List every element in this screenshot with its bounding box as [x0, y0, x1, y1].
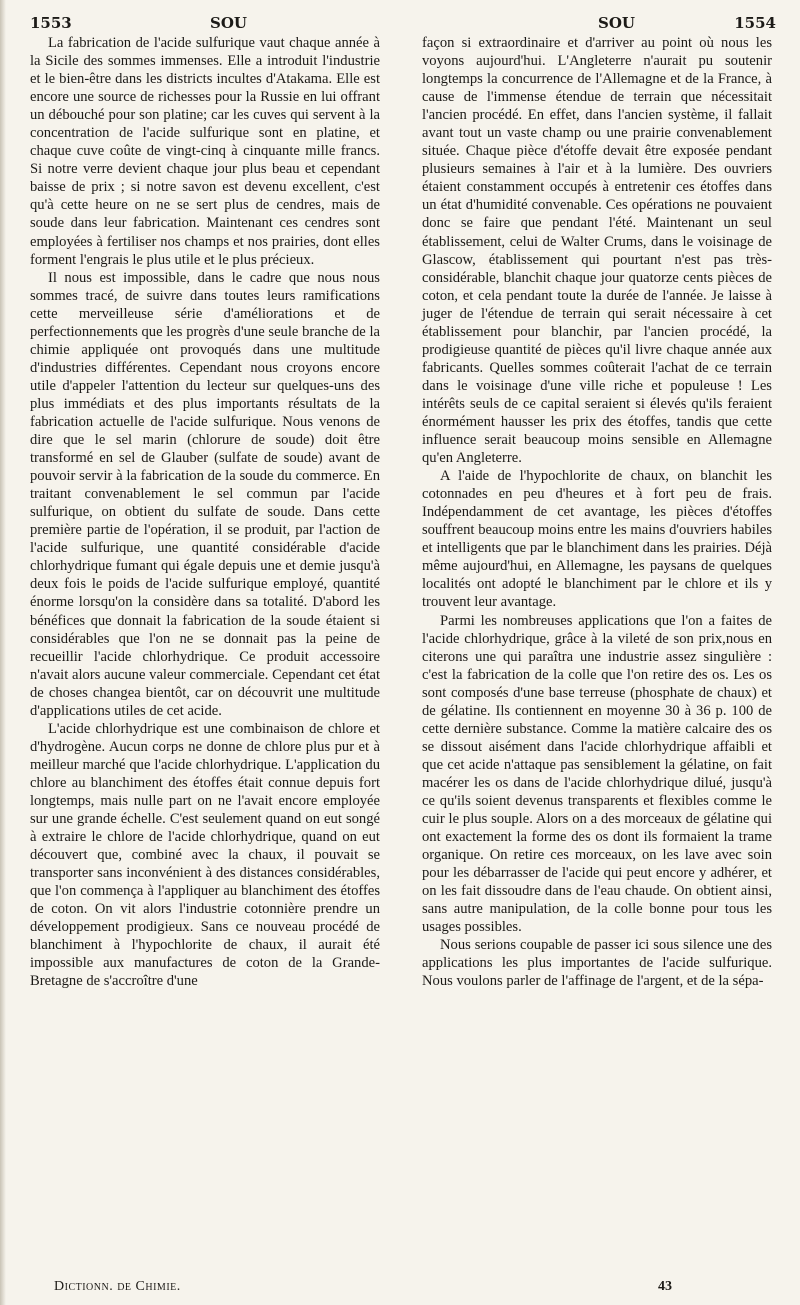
paragraph: A l'aide de l'hypochlorite de chaux, on blanchit les cotonnades en peu d'heures et à fort peu de frais. Indépendamment de cet avantage, les pièces d'étoffes souffrent beaucoup moins entre les mains d'ouvriers habiles et intelligents que par le blanchiment dans les prairies. Déjà même aujourd'hui, en Allemagne, les paysans de quelques localités ont adopté le blanchiment par le chlore et ils y trouvent leur avantage.: [422, 468, 772, 611]
left-column: [30, 34, 380, 990]
page-number-right: 1554: [734, 14, 776, 32]
guide-word-right: SOU: [598, 14, 635, 32]
paragraph: L'acide chlorhydrique est une combinaison de chlore et d'hydrogène. Aucun corps ne donne de chlore plus pur et à meilleur marché que l'acide chlorhydrique. L'application du chlore au blanchiment des étoffes était connue depuis fort longtemps, mais nulle part on ne l'avait encore employée sur une grande échelle. C'est seulement quand on eut songé à extraire le chlore de l'acide chlorhydrique, quand on eut découvert que, combiné avec la chaux, il pouvait se transporter sans inconvénient à des distances considérables, que l'on commença à l'appliquer au blanchiment des étoffes de coton. On vit alors l'industrie cotonnière prendre un développement prodigieux. Sans ce nouveau procédé de blanchiment à l'hypochlorite de chaux, il aurait été impossible aux manufactures de coton de la Grande-Bretagne de s'accroître d'une: [30, 720, 380, 990]
signature-number: 43: [658, 1279, 672, 1294]
paragraph: façon si extraordinaire et d'arriver au point où nous les voyons aujourd'hui. L'Angleterre n'aurait pu soutenir longtemps la concurrence de l'Allemagne et de la France, à cause de l'immense étendue de terrain que nécessitait l'ancien procédé. En effet, dans l'ancien système, il fallait avant tout un vaste champ ou une prairie convenablement située. Chaque pièce d'étoffe devait être exposée pendant plusieurs semaines à l'air et à la lumière. Des ouvriers étaient constamment occupés à entretenir ces étoffes dans un état d'humidité convenable. Ces opérations ne pouvaient donc se faire que pendant l'été. Maintenant un seul établissement, celui de Walter Crums, dans le voisinage de Glascow, établissement qui pourtant n'est pas très-considérable, blanchit chaque jour quatorze cents pièces de coton, et cela pendant toute la durée de l'année. Je laisse à juger de l'étendue de terrain qui serait nécessaire à cet établissement pour blanchir, par l'ancien procédé, la prodigieuse quantité de pièces qu'il livre chaque année aux fabricants. Quelles sommes coûterait l'achat de ce terrain dans le voisinage d'une ville riche et populeuse ! Les intérêts seuls de ce capital seraient si élevés qu'ils feraient énormément hausser les prix des étoffes, tandis que cette influence serait beaucoup moins sensible en Allemagne qu'en Angleterre.: [422, 35, 772, 467]
paragraph: Il nous est impossible, dans le cadre que nous nous sommes tracé, de suivre dans toutes leurs ramifications cette merveilleuse série d'améliorations et de perfectionnements que les progrès d'une seule branche de la chimie appliquée ont provoqués dans une multitude d'industries différentes. Cependant nous croyons encore utile d'appeler l'attention du lecteur sur quelques-uns des plus immédiats et des plus importants résultats de la fabrication actuelle de l'acide sulfurique. Nous venons de dire que le sel marin (chlorure de soude) doit être transformé en sel de Glauber (sulfate de soude) avant de pouvoir servir à la fabrication de la soude du commerce. En traitant convenablement le sel commun par l'acide sulfurique, on obtient du sulfate de soude. Dans cette première partie de l'opération, il se produit, par l'action de l'acide sulfurique, une quantité considérable d'acide chlorhydrique fumant qui égale depuis une et demie jusqu'à deux fois le poids de l'acide sulfurique employé, quantité énorme lorsqu'on la considère dans sa totalité. D'abord les bénéfices que donnait la fabrication de la soude étaient si considérables que l'on ne se donnait pas la peine de recueillir l'acide chlorhydrique. Ce produit accessoire n'avait alors aucune valeur commerciale. Cependant cet état de choses changea bientôt, car on découvrit une multitude d'applications utiles de cet acide.: [30, 269, 380, 719]
paragraph: Parmi les nombreuses applications que l'on a faites de l'acide chlorhydrique, grâce à la vileté de son prix,nous en citerons une qui paraîtra une industrie assez singulière : c'est la fabrication de la colle que l'on retire des os. Les os sont composés d'une base terreuse (phosphate de chaux) et de gélatine. Ils contiennent en moyenne 30 à 36 p. 100 de cette dernière substance. Comme la matière calcaire des os se dissout aisément dans l'acide chlorhydrique affaibli et que cet acide n'attaque pas sensiblement la gélatine, on fait macérer les os dans de l'acide chlorhydrique dilué, jusqu'à ce qu'ils soient devenus transparents et flexibles comme le cuir le plus souple. Alors on a des morceaux de gélatine qui ont exactement la forme des os dont ils formaient la trame organique. On retire ces morceaux, on les lave avec soin pour les débarrasser de l'acide qui peut encore y adhérer, et on les fait dissoudre dans de l'eau chaude. On obtient ainsi, sans autre manipulation, de la colle bonne pour tous les usages possibles.: [422, 612, 772, 936]
footer-title: Dictionn. de Chimie.: [54, 1279, 181, 1294]
page-footer: [30, 1279, 776, 1299]
page-edge-shadow: [0, 0, 6, 1305]
right-column: [422, 34, 772, 990]
page-header: [30, 14, 776, 36]
paragraph: Nous serions coupable de passer ici sous silence une des applications les plus importantes de l'acide sulfurique. Nous voulons parler de l'affinage de l'argent, et de la sépa-: [422, 937, 772, 990]
paragraph: La fabrication de l'acide sulfurique vaut chaque année à la Sicile des sommes immenses. Elle a introduit l'industrie et le bien-être dans les districts incultes d'Atakama. Elle est encore une source de richesses pour la Russie en lui offrant un débouché pour son platine; car les cuves qui servent à la concentration de l'acide sulfurique sont en platine, et chaque cuve coûte de vingt-cinq à cinquante mille francs. Si notre verre devient chaque jour plus beau et cependant baisse de prix ; si notre savon est devenu excellent, c'est qu'à cette heure on ne se sert plus de cendres, mais de soude dans leur fabrication. Maintenant ces cendres sont employées à fertiliser nos champs et nos prairies, dont elles forment l'engrais le plus utile et le plus précieux.: [30, 35, 380, 268]
guide-word-left: SOU: [210, 14, 247, 32]
page-number-left: 1553: [30, 14, 72, 32]
